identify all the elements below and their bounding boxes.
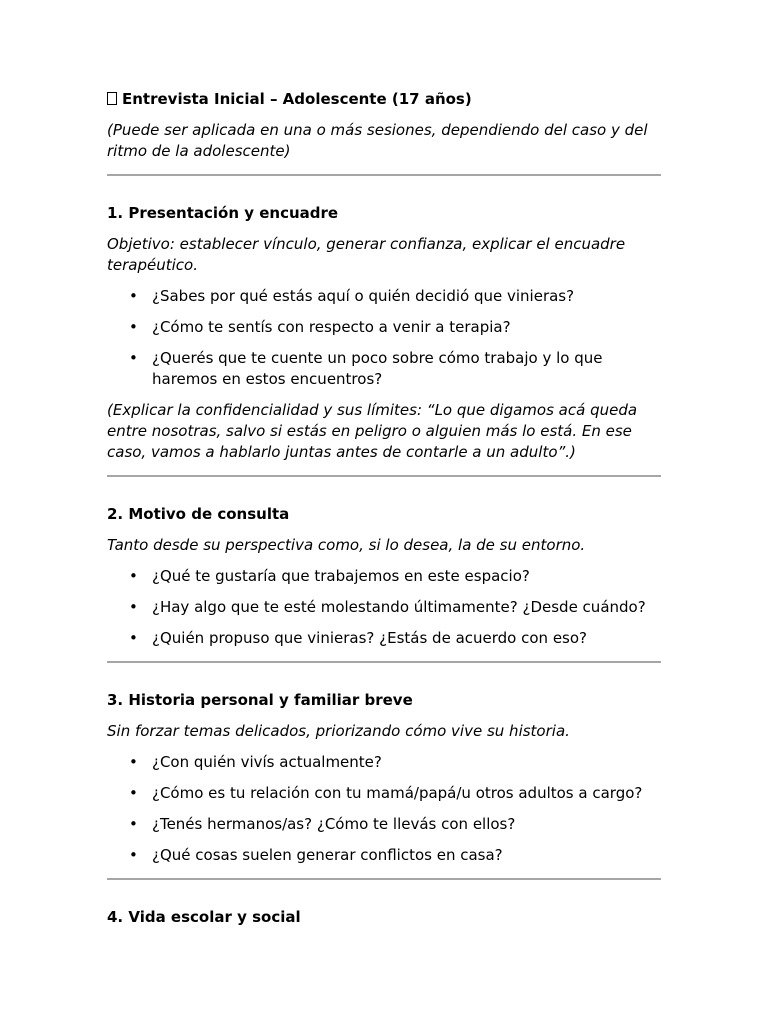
list-item: [107, 845, 661, 866]
list-item-text: ¿Con quién vivís actualmente?: [152, 753, 382, 771]
list-item: [107, 286, 661, 307]
list-item-text: ¿Cómo es tu relación con tu mamá/papá/u otros adultos a cargo?: [152, 784, 643, 802]
bullet-icon: •: [129, 753, 138, 771]
list-item-text: ¿Tenés hermanos/as? ¿Cómo te llevás con ellos?: [152, 815, 516, 833]
section-vida-escolar: [107, 907, 661, 928]
section-intro: Objetivo: establecer vínculo, generar confianza, explicar el encuadre terapéutico.: [107, 235, 626, 274]
divider: [107, 174, 661, 176]
bullet-icon: •: [129, 287, 138, 305]
question-list: [107, 752, 661, 866]
list-item: [107, 752, 661, 773]
section-heading: 2. Motivo de consulta: [107, 505, 290, 523]
bullet-icon: •: [129, 318, 138, 336]
section-heading: 1. Presentación y encuadre: [107, 204, 339, 222]
list-item: [107, 783, 661, 804]
list-item: [107, 628, 661, 649]
list-item-text: ¿Qué cosas suelen generar conflictos en casa?: [152, 846, 503, 864]
list-item-text: ¿Hay algo que te esté molestando últimamente? ¿Desde cuándo?: [152, 598, 646, 616]
list-item-text: ¿Cómo te sentís con respecto a venir a terapia?: [152, 318, 511, 336]
section-motivo: [107, 504, 661, 663]
list-item: [107, 317, 661, 338]
section-heading: 4. Vida escolar y social: [107, 908, 301, 926]
divider: [107, 878, 661, 880]
section-outro: (Explicar la confidencialidad y sus límites: “Lo que digamos acá queda entre nosotras, salvo si estás en peligro o alguien más lo está. En ese caso, vamos a hablarlo juntas antes de contarle a un adulto”.): [107, 401, 638, 461]
question-list: [107, 566, 661, 649]
list-item-text: ¿Querés que te cuente un poco sobre cómo trabajo y lo que haremos en estos encuentros?: [152, 349, 603, 388]
list-item-text: ¿Sabes por qué estás aquí o quién decidió que vinieras?: [152, 287, 575, 305]
list-item: [107, 597, 661, 618]
document-title: [107, 89, 661, 110]
divider: [107, 475, 661, 477]
bullet-icon: •: [129, 567, 138, 585]
list-item-text: ¿Qué te gustaría que trabajemos en este espacio?: [152, 567, 530, 585]
list-item: [107, 566, 661, 587]
list-item: [107, 814, 661, 835]
document-note: (Puede ser aplicada en una o más sesiones, dependiendo del caso y del ritmo de la adolescente): [107, 121, 648, 160]
section-intro: Sin forzar temas delicados, priorizando cómo vive su historia.: [107, 722, 570, 740]
bullet-icon: •: [129, 784, 138, 802]
list-item-text: ¿Quién propuso que vinieras? ¿Estás de acuerdo con eso?: [152, 629, 587, 647]
divider: [107, 661, 661, 663]
document-title-text: Entrevista Inicial – Adolescente (17 años): [122, 90, 472, 108]
bullet-icon: •: [129, 598, 138, 616]
list-item: [107, 348, 661, 390]
bullet-icon: •: [129, 629, 138, 647]
bullet-icon: •: [129, 815, 138, 833]
section-intro: Tanto desde su perspectiva como, si lo desea, la de su entorno.: [107, 536, 586, 554]
bullet-icon: •: [129, 349, 138, 367]
question-list: [107, 286, 661, 390]
section-presentacion: [107, 203, 661, 477]
section-heading: 3. Historia personal y familiar breve: [107, 691, 413, 709]
bullet-icon: •: [129, 846, 138, 864]
missing-glyph-icon: [107, 92, 117, 105]
section-historia: [107, 690, 661, 880]
